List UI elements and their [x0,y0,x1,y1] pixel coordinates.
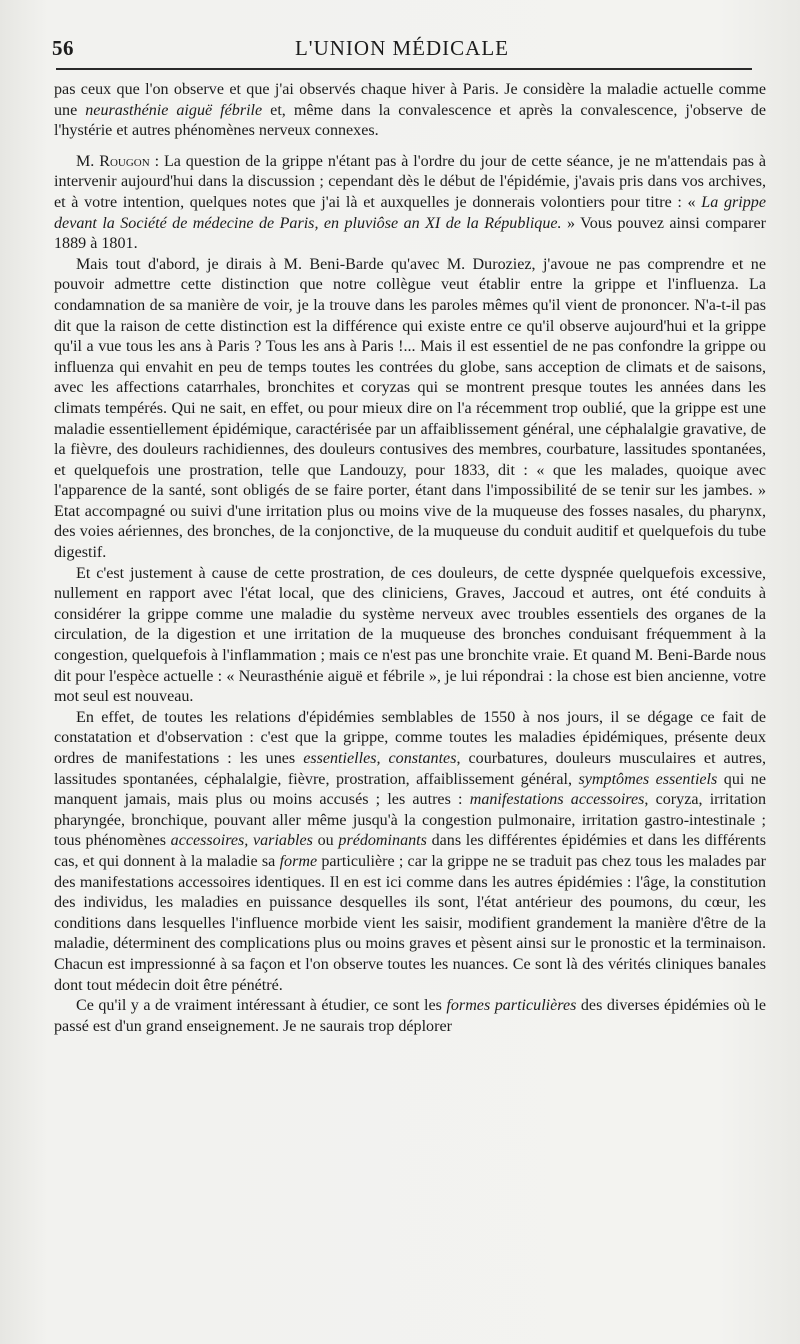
paragraph-rougon-intro [54,152,766,255]
article-body [54,80,766,1037]
speaker-name: Rougon [99,152,150,170]
text-run: , courbatures, douleurs musculaires et autres, lassitudes spontanées, céphalalgie, fièvre, prostration, affaiblissement général, [54,750,766,788]
text-run: , coryza, irritation pharyngée, bronchique, pouvant aller même jusqu'à la congestion pulmonaire, irritation gastro-intestinale ; tous phénomènes [54,791,767,850]
paragraph-formes-particulieres [54,996,766,1037]
paragraph-grippe-definition [54,255,766,564]
italic-text: neurasthénie aiguë fébrile [85,101,263,119]
text-run: En effet, de toutes les relations d'épidémies semblables de 1550 à nos jours, il se dégage ce fait de constatation et d'observation : c'est que la grippe, comme toutes les maladies épidémiques, présente deux ordres de manifestations : les unes [54,708,766,767]
italic-text: formes particulières [446,997,577,1015]
journal-title: L'UNION MÉDICALE [294,36,509,60]
text-run: M. [76,152,100,170]
text-run: ou [312,832,339,850]
italic-text: essentielles, constantes [303,750,457,767]
text-run: qui ne manquent jamais, mais plus ou moins accusés ; les autres : [54,770,766,809]
text-run: Et c'est justement à cause de cette prostration, de ces douleurs, de cette dyspnée quelquefois excessive, nullement en rapport avec l'état local, que des cliniciens, Graves, Jaccoud et autres, ont été conduits à considérer la grippe comme une maladie du système nerveux avec troubles essentiels des organes de la circulation, de la digestion et une irritation de la muqueuse des bronches conduisant fréquemment à la congestion, quelquefois à l'inflammation ; mais ce n'est pas une bronchite vraie. Et quand M. Beni-Barde nous dit pour l'espèce actuelle : « Neurasthénie aiguë et fébrile », je lui répondrai : la chose est bien ancienne, votre mot seul est nouveau. [54,564,766,706]
page-number: 56 [52,36,74,60]
text-run: particulière ; car la grippe ne se traduit pas chez tous les malades par des manifestations accessoires identiques. Il en est ici comme dans les autres épidémies : l'âge, la constitution des individus, les maladies en puissance desquelles ils sont, l'état antérieur des poumons, du cœur, les conditions dans lesquelles l'influence morbide vient les saisir, modifient grandement la manière d'être de la maladie, déterminent des complications plus ou moins graves et pèsent ainsi sur le pronostic et la terminaison. Chacun est impressionné à sa façon et l'on observe toutes les nuances. Ce sont là des vérités cliniques banales dont tout médecin doit être pénétré. [54,852,766,994]
text-run: » Vous pouvez ainsi comparer 1889 à 1801. [54,214,766,253]
text-run: des diverses épidémies où le passé est d'un grand enseignement. Je ne saurais trop déplorer [54,997,767,1035]
text-run: pas ceux que l'on observe et que j'ai observés chaque hiver à Paris. Je considère la maladie actuelle comme une [54,81,766,119]
italic-text: La grippe devant la Société de médecine de Paris, en pluviôse an XI de la République. [54,193,766,232]
paragraph-manifestations [54,708,766,996]
paragraph-prostration [54,564,766,708]
text-run: : La question de la grippe n'étant pas à l'ordre du jour de cette séance, je ne m'attendais pas à intervenir aujourd'hui dans la discussion ; cependant dès le début de l'épidémie, j'avais pris dans vos archives, et à votre intention, quelques notes que j'ai là et auxquelles je donnerais volontiers pour titre : « [54,152,767,211]
text-run: Mais tout d'abord, je dirais à M. Beni-Barde qu'avec M. Duroziez, j'avoue ne pas comprendre et ne pouvoir admettre cette distinction que notre collègue veut établir entre la grippe et l'influenza. La condamnation de sa manière de voir, je la trouve dans les paroles mêmes qu'il vient de prononcer. N'a-t-il pas dit que la raison de cette distinction est la différence qui existe entre ce qu'il observe aujourd'hui et la grippe qu'il a vue tous les ans à Paris ? Tous les ans à Paris !... Mais il est essentiel de ne pas confondre la grippe ou influenza qui envahit en peu de temps toutes les contrées du globe, sans acception de climats et de saisons, avec les affections catarrhales, bronchites et coryzas qui se montrent presque toutes les années dans les climats tempérés. Qui ne sait, en effet, ou pour mieux dire on l'a récemment trop oublié, que la grippe est une maladie essentiellement épidémique, caractérisée par un affaiblissement général, une céphalalgie gravative, de la fièvre, des douleurs rachidiennes, des douleurs contusives des membres, courbature, lassitudes spontanées, et quelquefois une prostration, telle que Landouzy, pour 1833, dit : « que les malades, quoique avec l'apparence de la santé, sont obligés de se faire porter, étant dans l'impossibilité de se tenir sur les jambes. » Etat accompagné ou suivi d'une irritation plus ou moins vive de la muqueuse des fosses nasales, du pharynx, des voies aériennes, des bronches, de la conjonctive, de la muqueuse du conduit auditif et quelquefois du tube digestif. [54,255,766,562]
italic-text: forme [279,852,318,870]
italic-text: prédominants [338,832,427,850]
header-rule [56,68,752,70]
italic-text: manifestations accessoires [469,791,645,809]
text-run: et, même dans la convalescence et après la convalescence, j'observe de l'hystérie et autres phénomènes nerveux connexes. [54,101,766,140]
paragraph-continuation [54,80,766,142]
text-run: dans les différentes épidémies et dans les différents cas, et qui donnent à la maladie sa [54,832,766,870]
text-run: Ce qu'il y a de vraiment intéressant à étudier, ce sont les [76,997,447,1015]
italic-text: accessoires, variables [170,832,313,850]
running-head [52,36,752,64]
italic-text: symptômes essentiels [578,770,718,788]
